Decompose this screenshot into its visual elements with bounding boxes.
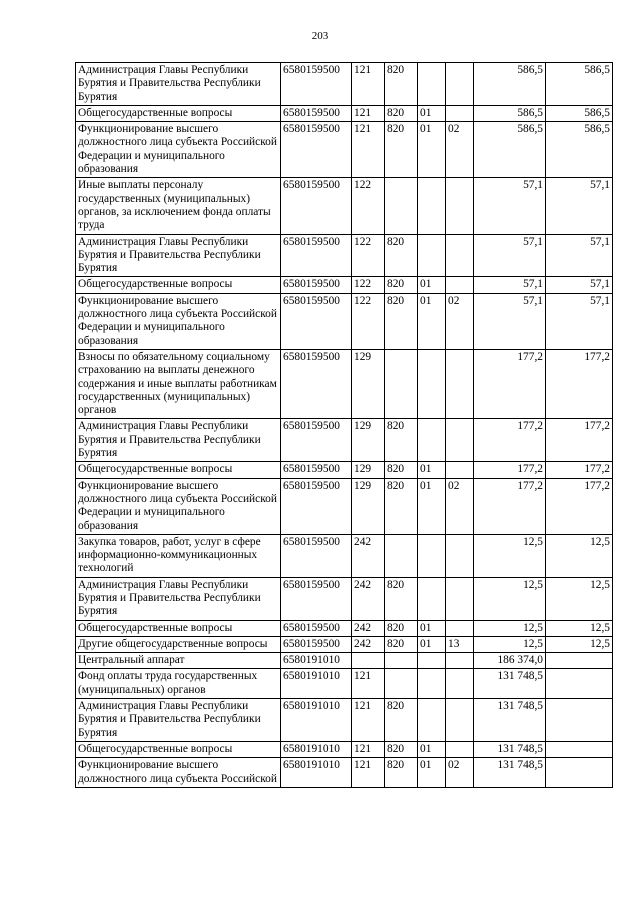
subsection-code-cell: [446, 462, 474, 478]
amount-first-cell: 177,2: [474, 419, 546, 462]
table-row: [76, 293, 613, 349]
target-article-code-cell: 6580159500: [281, 349, 352, 418]
row-name-cell: Администрация Главы Республики Бурятия и Правительства Республики Бурятия: [76, 63, 281, 106]
administrator-code-cell: 820: [385, 122, 418, 178]
amount-second-cell: 12,5: [546, 577, 613, 620]
table-row: [76, 462, 613, 478]
subsection-code-cell: [446, 419, 474, 462]
amount-first-cell: 57,1: [474, 178, 546, 234]
subsection-code-cell: [446, 577, 474, 620]
amount-second-cell: 177,2: [546, 419, 613, 462]
amount-first-cell: 131 748,5: [474, 669, 546, 699]
subsection-code-cell: [446, 105, 474, 121]
row-name-cell: Взносы по обязательному социальному страхованию на выплаты денежного содержания и иные выплаты работникам государственных (муниципальных) органов: [76, 349, 281, 418]
subsection-code-cell: [446, 349, 474, 418]
section-code-cell: 01: [418, 277, 446, 293]
amount-first-cell: 131 748,5: [474, 741, 546, 757]
subsection-code-cell: [446, 234, 474, 277]
amount-second-cell: 177,2: [546, 349, 613, 418]
table-row: [76, 122, 613, 178]
expense-type-code-cell: 121: [352, 741, 385, 757]
target-article-code-cell: 6580159500: [281, 577, 352, 620]
administrator-code-cell: 820: [385, 462, 418, 478]
row-name-cell: Функционирование высшего должностного лица субъекта Российской Федерации и муниципального образования: [76, 478, 281, 534]
section-code-cell: 01: [418, 478, 446, 534]
row-name-cell: Общегосударственные вопросы: [76, 741, 281, 757]
table-row: [76, 741, 613, 757]
expense-type-code-cell: 121: [352, 758, 385, 788]
expense-type-code-cell: 129: [352, 349, 385, 418]
target-article-code-cell: 6580191010: [281, 699, 352, 742]
amount-second-cell: [546, 653, 613, 669]
expense-type-code-cell: 121: [352, 105, 385, 121]
amount-first-cell: 586,5: [474, 122, 546, 178]
table-row: [76, 577, 613, 620]
expense-type-code-cell: [352, 653, 385, 669]
administrator-code-cell: 820: [385, 636, 418, 652]
administrator-code-cell: [385, 653, 418, 669]
amount-second-cell: 57,1: [546, 234, 613, 277]
row-name-cell: Общегосударственные вопросы: [76, 277, 281, 293]
amount-first-cell: 12,5: [474, 620, 546, 636]
amount-first-cell: 57,1: [474, 234, 546, 277]
target-article-code-cell: 6580159500: [281, 63, 352, 106]
section-code-cell: 01: [418, 636, 446, 652]
page-number: 203: [311, 30, 329, 42]
target-article-code-cell: 6580191010: [281, 653, 352, 669]
section-code-cell: 01: [418, 293, 446, 349]
administrator-code-cell: 820: [385, 758, 418, 788]
subsection-code-cell: [446, 620, 474, 636]
expense-type-code-cell: 242: [352, 534, 385, 577]
expense-type-code-cell: 121: [352, 669, 385, 699]
administrator-code-cell: 820: [385, 577, 418, 620]
section-code-cell: [418, 349, 446, 418]
target-article-code-cell: 6580191010: [281, 741, 352, 757]
expense-type-code-cell: 122: [352, 277, 385, 293]
administrator-code-cell: 820: [385, 63, 418, 106]
administrator-code-cell: [385, 178, 418, 234]
amount-first-cell: 177,2: [474, 462, 546, 478]
expense-type-code-cell: 242: [352, 636, 385, 652]
section-code-cell: [418, 419, 446, 462]
target-article-code-cell: 6580191010: [281, 758, 352, 788]
row-name-cell: Функционирование высшего должностного лица субъекта Российской: [76, 758, 281, 788]
section-code-cell: [418, 234, 446, 277]
target-article-code-cell: 6580159500: [281, 277, 352, 293]
section-code-cell: [418, 577, 446, 620]
expense-type-code-cell: 129: [352, 478, 385, 534]
section-code-cell: 01: [418, 105, 446, 121]
row-name-cell: Функционирование высшего должностного лица субъекта Российской Федерации и муниципального образования: [76, 122, 281, 178]
target-article-code-cell: 6580159500: [281, 293, 352, 349]
target-article-code-cell: 6580159500: [281, 636, 352, 652]
amount-first-cell: 131 748,5: [474, 699, 546, 742]
amount-second-cell: 12,5: [546, 534, 613, 577]
section-code-cell: [418, 63, 446, 106]
amount-second-cell: 57,1: [546, 178, 613, 234]
administrator-code-cell: [385, 669, 418, 699]
administrator-code-cell: 820: [385, 293, 418, 349]
row-name-cell: Общегосударственные вопросы: [76, 462, 281, 478]
amount-first-cell: 186 374,0: [474, 653, 546, 669]
row-name-cell: Администрация Главы Республики Бурятия и Правительства Республики Бурятия: [76, 234, 281, 277]
amount-second-cell: 177,2: [546, 478, 613, 534]
section-code-cell: [418, 178, 446, 234]
expense-type-code-cell: 242: [352, 577, 385, 620]
table-row: [76, 636, 613, 652]
amount-first-cell: 12,5: [474, 636, 546, 652]
amount-first-cell: 586,5: [474, 105, 546, 121]
amount-second-cell: [546, 741, 613, 757]
administrator-code-cell: [385, 534, 418, 577]
administrator-code-cell: 820: [385, 234, 418, 277]
budget-table-body: [76, 63, 613, 788]
amount-second-cell: 57,1: [546, 277, 613, 293]
subsection-code-cell: [446, 534, 474, 577]
row-name-cell: Администрация Главы Республики Бурятия и Правительства Республики Бурятия: [76, 419, 281, 462]
expense-type-code-cell: 242: [352, 620, 385, 636]
administrator-code-cell: 820: [385, 105, 418, 121]
amount-first-cell: 12,5: [474, 534, 546, 577]
amount-second-cell: 57,1: [546, 293, 613, 349]
administrator-code-cell: 820: [385, 620, 418, 636]
row-name-cell: Фонд оплаты труда государственных (муниципальных) органов: [76, 669, 281, 699]
amount-second-cell: 586,5: [546, 63, 613, 106]
administrator-code-cell: 820: [385, 277, 418, 293]
target-article-code-cell: 6580159500: [281, 620, 352, 636]
amount-first-cell: 57,1: [474, 277, 546, 293]
table-row: [76, 758, 613, 788]
table-row: [76, 277, 613, 293]
table-row: [76, 178, 613, 234]
expense-type-code-cell: 121: [352, 63, 385, 106]
target-article-code-cell: 6580159500: [281, 534, 352, 577]
subsection-code-cell: [446, 699, 474, 742]
section-code-cell: [418, 653, 446, 669]
row-name-cell: Администрация Главы Республики Бурятия и Правительства Республики Бурятия: [76, 577, 281, 620]
subsection-code-cell: [446, 277, 474, 293]
amount-second-cell: [546, 758, 613, 788]
amount-second-cell: [546, 669, 613, 699]
table-row: [76, 234, 613, 277]
target-article-code-cell: 6580159500: [281, 462, 352, 478]
section-code-cell: 01: [418, 462, 446, 478]
row-name-cell: Общегосударственные вопросы: [76, 620, 281, 636]
target-article-code-cell: 6580159500: [281, 105, 352, 121]
table-row: [76, 699, 613, 742]
section-code-cell: [418, 669, 446, 699]
section-code-cell: [418, 534, 446, 577]
subsection-code-cell: 02: [446, 293, 474, 349]
row-name-cell: Закупка товаров, работ, услуг в сфере информационно-коммуникационных технологий: [76, 534, 281, 577]
section-code-cell: 01: [418, 620, 446, 636]
amount-second-cell: 12,5: [546, 636, 613, 652]
target-article-code-cell: 6580191010: [281, 669, 352, 699]
expense-type-code-cell: 122: [352, 234, 385, 277]
administrator-code-cell: 820: [385, 478, 418, 534]
row-name-cell: Общегосударственные вопросы: [76, 105, 281, 121]
table-row: [76, 653, 613, 669]
table-row: [76, 669, 613, 699]
table-row: [76, 534, 613, 577]
subsection-code-cell: 13: [446, 636, 474, 652]
administrator-code-cell: 820: [385, 699, 418, 742]
section-code-cell: 01: [418, 758, 446, 788]
amount-second-cell: [546, 699, 613, 742]
expense-type-code-cell: 121: [352, 699, 385, 742]
expense-type-code-cell: 122: [352, 178, 385, 234]
subsection-code-cell: [446, 63, 474, 106]
budget-table: [75, 62, 613, 788]
subsection-code-cell: 02: [446, 478, 474, 534]
subsection-code-cell: [446, 741, 474, 757]
amount-first-cell: 12,5: [474, 577, 546, 620]
administrator-code-cell: 820: [385, 419, 418, 462]
amount-second-cell: 586,5: [546, 122, 613, 178]
amount-first-cell: 177,2: [474, 478, 546, 534]
amount-first-cell: 177,2: [474, 349, 546, 418]
target-article-code-cell: 6580159500: [281, 478, 352, 534]
target-article-code-cell: 6580159500: [281, 178, 352, 234]
row-name-cell: Центральный аппарат: [76, 653, 281, 669]
administrator-code-cell: 820: [385, 741, 418, 757]
row-name-cell: Другие общегосударственные вопросы: [76, 636, 281, 652]
subsection-code-cell: [446, 653, 474, 669]
table-row: [76, 620, 613, 636]
section-code-cell: 01: [418, 741, 446, 757]
table-row: [76, 419, 613, 462]
amount-first-cell: 586,5: [474, 63, 546, 106]
amount-second-cell: 12,5: [546, 620, 613, 636]
table-row: [76, 63, 613, 106]
row-name-cell: Функционирование высшего должностного лица субъекта Российской Федерации и муниципального образования: [76, 293, 281, 349]
subsection-code-cell: 02: [446, 758, 474, 788]
expense-type-code-cell: 129: [352, 419, 385, 462]
table-row: [76, 478, 613, 534]
subsection-code-cell: [446, 178, 474, 234]
expense-type-code-cell: 121: [352, 122, 385, 178]
row-name-cell: Иные выплаты персоналу государственных (муниципальных) органов, за исключением фонда оплаты труда: [76, 178, 281, 234]
administrator-code-cell: [385, 349, 418, 418]
target-article-code-cell: 6580159500: [281, 419, 352, 462]
subsection-code-cell: [446, 669, 474, 699]
amount-first-cell: 57,1: [474, 293, 546, 349]
target-article-code-cell: 6580159500: [281, 234, 352, 277]
subsection-code-cell: 02: [446, 122, 474, 178]
amount-second-cell: 177,2: [546, 462, 613, 478]
table-row: [76, 105, 613, 121]
expense-type-code-cell: 122: [352, 293, 385, 349]
row-name-cell: Администрация Главы Республики Бурятия и Правительства Республики Бурятия: [76, 699, 281, 742]
section-code-cell: 01: [418, 122, 446, 178]
amount-first-cell: 131 748,5: [474, 758, 546, 788]
expense-type-code-cell: 129: [352, 462, 385, 478]
amount-second-cell: 586,5: [546, 105, 613, 121]
table-row: [76, 349, 613, 418]
section-code-cell: [418, 699, 446, 742]
target-article-code-cell: 6580159500: [281, 122, 352, 178]
